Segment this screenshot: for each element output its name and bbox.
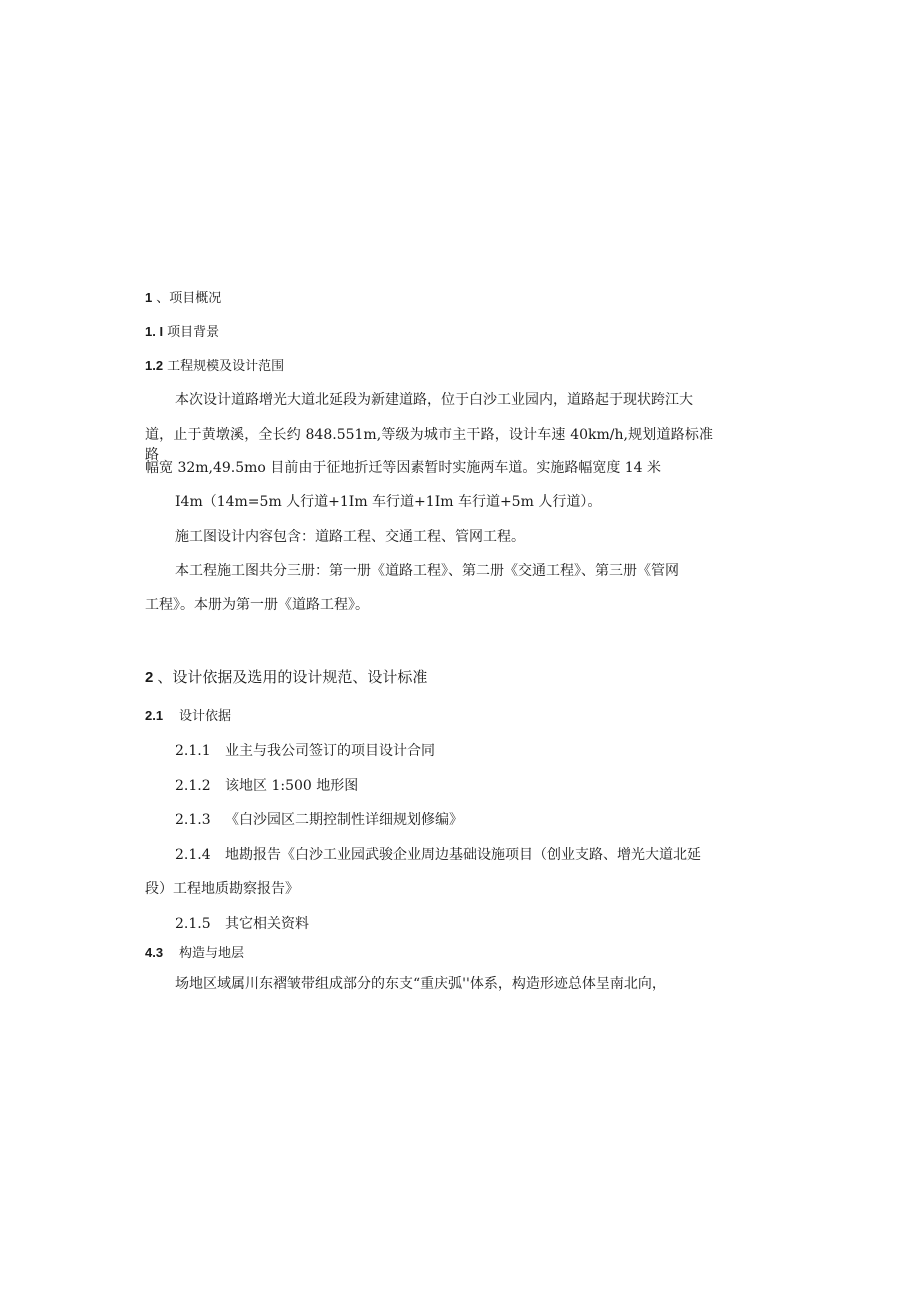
section-number: 4.3 [145, 945, 164, 960]
section-1-heading [145, 288, 221, 309]
item-text: 《白沙园区二期控制性详细规划修编》 [225, 812, 463, 828]
section-title: 、设计依据及选用的设计规范、设计标准 [157, 668, 428, 686]
item-number: 2.1.5 [175, 916, 211, 932]
section-number: 1 [145, 290, 153, 305]
item-text: 该地区 1:500 地形图 [225, 778, 359, 794]
section-number: 2 [145, 669, 154, 686]
paragraph-line: I4m（14m=5m 人行道+1Im 车行道+1Im 车行道+5m 人行道）。 [175, 494, 602, 510]
section-title: 、项目概况 [156, 291, 222, 306]
list-item [175, 914, 309, 934]
section-2-heading [145, 667, 427, 688]
item-text: 其它相关资料 [225, 916, 309, 932]
list-item [175, 741, 435, 761]
paragraph-line: 本次设计道路增光大道北延段为新建道路，位于白沙工业园内，道路起于现状跨江大 [175, 392, 693, 408]
item-number: 2.1.4 [175, 847, 211, 863]
section-title: 工程规模及设计范围 [167, 359, 285, 374]
section-number: 1.2 [145, 358, 164, 373]
paragraph-line: 道，止于黄墩溪，全长约 848.551m,等级为城市主干路，设计车速 40km/h,规划道路标准路 [145, 427, 713, 463]
paragraph-line: 施工图设计内容包含：道路工程、交通工程、管网工程。 [175, 529, 525, 545]
item-number: 2.1.1 [175, 743, 211, 759]
list-item-continuation: 段）工程地质勘察报告》 [145, 881, 299, 897]
paragraph-line: 幅宽 32m,49.5mo 目前由于征地折迁等因素暂时实施两车道。实施路幅宽度 14 米 [145, 460, 662, 476]
paragraph-line: 场地区域属川东褶皱带组成部分的东支“重庆弧''体系，构造形迹总体呈南北向， [175, 976, 666, 992]
section-title: 项目背景 [167, 325, 220, 340]
item-text: 业主与我公司签订的项目设计合同 [225, 743, 435, 759]
list-item [175, 776, 358, 796]
list-item [175, 845, 701, 865]
section-2-1-heading [145, 706, 231, 727]
section-title: 设计依据 [179, 709, 232, 724]
paragraph-line: 工程》。本册为第一册《道路工程》。 [145, 597, 369, 613]
section-title: 构造与地层 [179, 946, 245, 961]
section-1-2-heading [145, 356, 284, 377]
item-text: 地勘报告《白沙工业园武骏企业周边基础设施项目（创业支路、增光大道北延 [225, 847, 701, 863]
item-number: 2.1.2 [175, 778, 211, 794]
section-number: 2.1 [145, 708, 164, 723]
section-4-3-heading [145, 943, 244, 964]
paragraph-line: 本工程施工图共分三册：第一册《道路工程》、第二册《交通工程》、第三册《管网 [175, 563, 679, 579]
item-number: 2.1.3 [175, 812, 211, 828]
section-number: 1. I [145, 324, 164, 339]
list-item [175, 810, 463, 830]
section-1-1-heading [145, 322, 219, 343]
